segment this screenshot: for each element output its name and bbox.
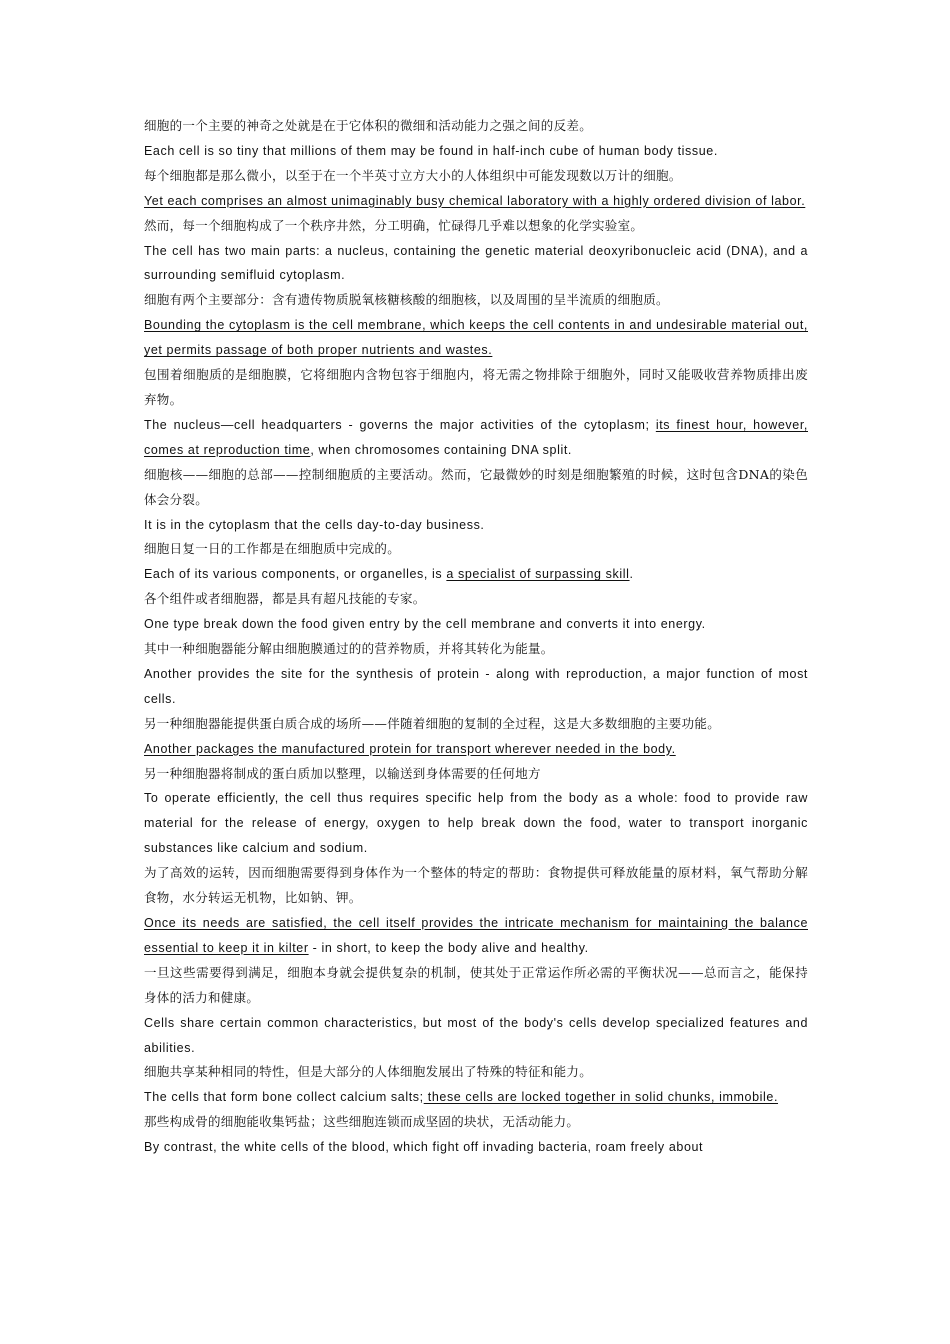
paragraph-text: , when chromosomes containing DNA split. (310, 442, 572, 457)
chinese-translation-paragraph (144, 288, 808, 313)
document-body (144, 114, 808, 1160)
paragraph-text: 细胞日复一日的工作都是在细胞质中完成的。 (144, 541, 401, 557)
chinese-translation-paragraph (144, 164, 808, 189)
english-sentence-paragraph (144, 737, 808, 762)
paragraph-text: The cell has two main parts: a nucleus, containing the genetic material deoxyribonucleic acid (DNA), and a surrounding semifluid cytoplasm. (144, 243, 808, 283)
paragraph-text: 细胞的一个主要的神奇之处就是在于它体积的微细和活动能力之强之间的反差。 (144, 118, 593, 133)
paragraph-text: To operate efficiently, the cell thus requires specific help from the body as a whole: food to provide raw material for the release of energy, oxygen to help break down the food, water to transport inorganic substances like calcium and sodium. (144, 791, 808, 856)
paragraph-text: Cells share certain common characteristics, but most of the body's cells develop specialized features and abilities. (144, 1015, 808, 1055)
english-sentence-paragraph (144, 662, 808, 712)
chinese-translation-paragraph (144, 712, 808, 737)
paragraph-text: Another provides the site for the synthesis of protein - along with reproduction, a major function of most cells. (144, 666, 808, 706)
paragraph-text: 包围着细胞质的是细胞膜，它将细胞内含物包容于细胞内，将无需之物排除于细胞外，同时又能吸收营养物质排出废弃物。 (144, 367, 808, 407)
chinese-translation-paragraph (144, 537, 808, 562)
paragraph-text: 另一种细胞器将制成的蛋白质加以整理，以输送到身体需要的任何地方 (144, 765, 541, 781)
paragraph-text: Each cell is so tiny that millions of them may be found in half-inch cube of human body tissue. (144, 143, 718, 158)
paragraph-text: 细胞核——细胞的总部——控制细胞质的主要活动。然而，它最微妙的时刻是细胞繁殖的时候，这时包含DNA的染色体会分裂。 (144, 466, 808, 507)
underlined-text: a specialist of surpassing skill (446, 567, 630, 582)
chinese-translation-paragraph (144, 214, 808, 239)
underlined-text: Once its needs are satisfied, the cell itself provides the intricate mechanism for maintaining the balance essential to keep it in kilter (144, 916, 808, 955)
chinese-translation-paragraph (144, 861, 808, 911)
chinese-translation-paragraph (144, 1060, 808, 1085)
chinese-translation-paragraph (144, 114, 808, 139)
english-sentence-paragraph (144, 313, 808, 363)
chinese-translation-paragraph (144, 637, 808, 662)
paragraph-text: Each of its various components, or organelles, is (144, 567, 447, 582)
paragraph-text: 细胞有两个主要部分：含有遗传物质脱氧核糖核酸的细胞核，以及周围的呈半流质的细胞质。 (144, 292, 669, 308)
chinese-translation-paragraph (144, 1110, 808, 1135)
paragraph-text: - in short, to keep the body alive and healthy. (308, 940, 589, 955)
paragraph-text: 细胞共享某种相同的特性，但是大部分的人体细胞发展出了特殊的特征和能力。 (144, 1064, 593, 1080)
paragraph-text: 另一种细胞器能提供蛋白质合成的场所——伴随着细胞的复制的全过程，这是大多数细胞的主要功能。 (144, 715, 721, 731)
paragraph-text: 一旦这些需要得到满足，细胞本身就会提供复杂的机制，使其处于正常运作所必需的平衡状况——总而言之，能保持身体的活力和健康。 (144, 964, 808, 1005)
chinese-translation-paragraph (144, 463, 808, 513)
english-sentence-paragraph (144, 1085, 808, 1110)
paragraph-text: It is in the cytoplasm that the cells day-to-day business. (144, 517, 485, 532)
english-sentence-paragraph (144, 612, 808, 637)
paragraph-text: 为了高效的运转，因而细胞需要得到身体作为一个整体的特定的帮助：食物提供可释放能量的原材料，氧气帮助分解食物，水分转运无机物，比如钠、钾。 (144, 865, 808, 906)
english-sentence-paragraph (144, 562, 808, 587)
paragraph-text: . (629, 567, 634, 582)
paragraph-text: By contrast, the white cells of the blood, which fight off invading bacteria, roam freely about (144, 1140, 704, 1155)
english-sentence-paragraph (144, 513, 808, 538)
chinese-translation-paragraph (144, 961, 808, 1011)
paragraph-text: 各个组件或者细胞器，都是具有超凡技能的专家。 (144, 591, 426, 607)
underlined-text: these cells are locked together in solid chunks, immobile. (423, 1090, 779, 1105)
paragraph-text: The cells that form bone collect calcium salts; (144, 1090, 424, 1105)
english-sentence-paragraph (144, 189, 808, 214)
underlined-text: Yet each comprises an almost unimaginably busy chemical laboratory with a highly ordered division of labor. (144, 193, 806, 208)
chinese-translation-paragraph (144, 363, 808, 413)
chinese-translation-paragraph (144, 762, 808, 787)
english-sentence-paragraph (144, 911, 808, 961)
underlined-text: Another packages the manufactured protein for transport wherever needed in the body. (144, 741, 676, 756)
underlined-text: Bounding the cytoplasm is the cell membrane, which keeps the cell contents in and undesirable material out, yet permits passage of both proper nutrients and wastes. (144, 318, 808, 358)
paragraph-text: 每个细胞都是那么微小，以至于在一个半英寸立方大小的人体组织中可能发现数以万计的细胞。 (144, 167, 682, 183)
paragraph-text: 那些构成骨的细胞能收集钙盐；这些细胞连锁而成坚固的块状，无活动能力。 (144, 1114, 580, 1130)
paragraph-text: 其中一种细胞器能分解由细胞膜通过的的营养物质，并将其转化为能量。 (144, 641, 554, 657)
underlined-text: its finest hour, however, comes at reproduction time (144, 417, 808, 457)
english-sentence-paragraph (144, 786, 808, 861)
paragraph-text: One type break down the food given entry by the cell membrane and converts it into energy. (144, 617, 706, 632)
english-sentence-paragraph (144, 139, 808, 164)
paragraph-text: The nucleus—cell headquarters - governs the major activities of the cytoplasm; (144, 417, 656, 432)
english-sentence-paragraph (144, 1011, 808, 1061)
chinese-translation-paragraph (144, 587, 808, 612)
english-sentence-paragraph (144, 239, 808, 289)
paragraph-text: 然而，每一个细胞构成了一个秩序井然，分工明确，忙碌得几乎难以想象的化学实验室。 (144, 217, 644, 233)
english-sentence-paragraph (144, 413, 808, 463)
english-sentence-paragraph (144, 1135, 808, 1160)
